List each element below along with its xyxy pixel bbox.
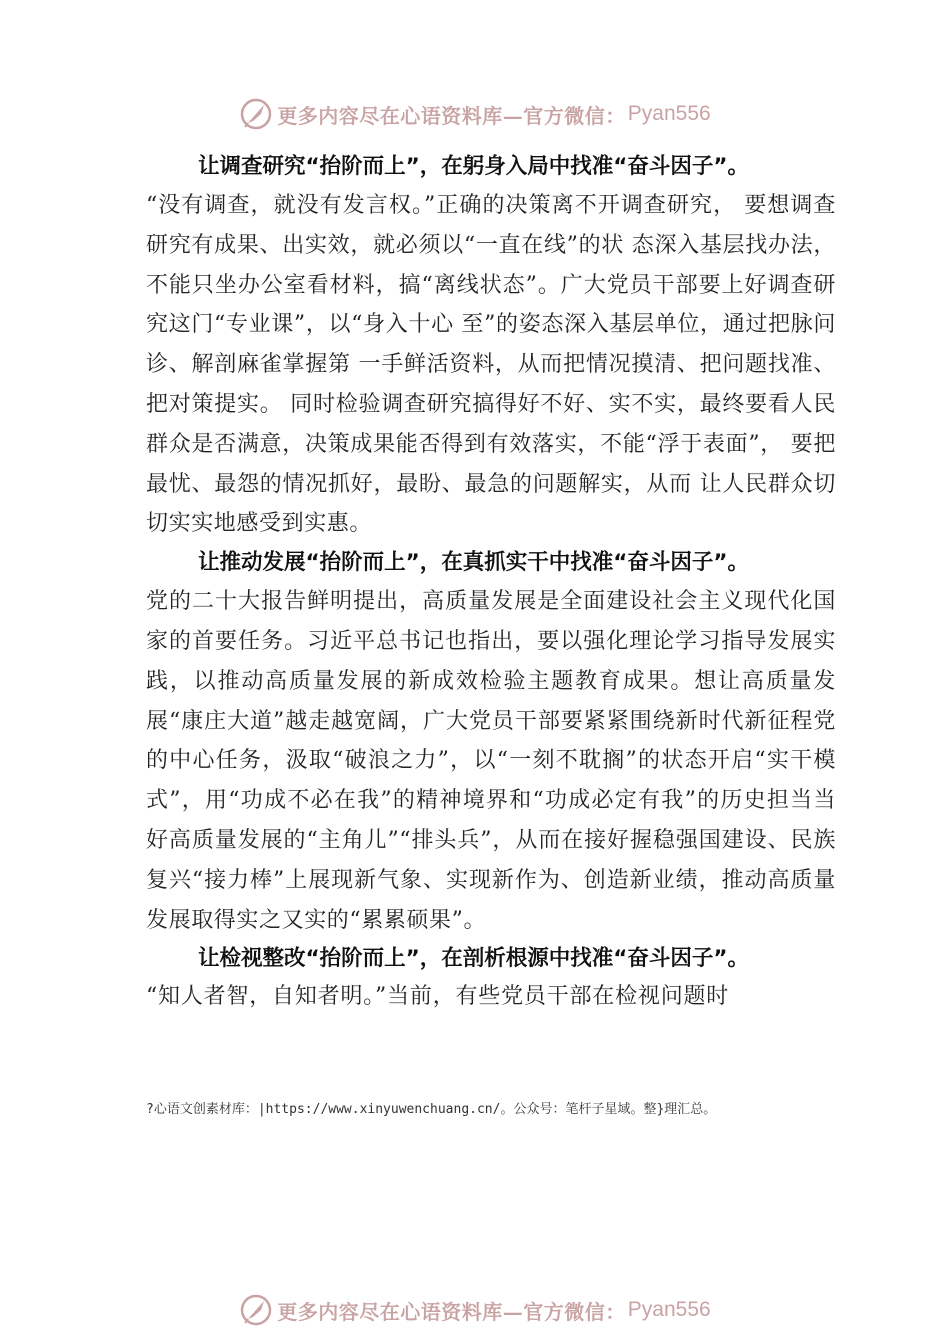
section-paragraph: “没有调查，就没有发言权。”正确的决策离不开调查研究， 要想调查研究有成果、出实效，就必须以“一直在线”的状 态深入基层找办法，不能只坐办公室看材料，搞“离线状态”。广大党员干部要上好调查研究这门“专业课”，以“身入十心 至”的姿态深入基层单位，通过把脉问诊、解剖麻雀掌握第 一手鲜活资料，从而把情况摸清、把问题找准、把对策提实。 同时检验调查研究搞得好不好、实不实，最终要看人民群众是否满意，决策成果能否得到有效落实，不能“浮于表面”， 要把最忧、最怨的情况抓好，最盼、最急的问题解实，从而 让人民群众切切实实地感受到实惠。	[146, 193, 836, 537]
header-banner	[0, 94, 950, 134]
banner-wechat-id: Pyan556	[627, 1298, 711, 1321]
banner-text: 更多内容尽在心语资料库—官方微信：	[277, 1299, 626, 1324]
section-paragraph: 党的二十大报告鲜明提出，高质量发展是全面建设社会主义现代化国家的首要任务。习近平总书记也指出，要以强化理论学习指导发展实践，以推动高质量发展的新成效检验主题教育成果。想让高质量发展“康庄大道”越走越宽阔，广大党员干部要紧紧围绕新时代新征程党的中心任务，汲取“破浪之力”，以“一刻不耽搁”的状态开启“实干模式”，用“功成不必在我”的精神境界和“功成必定有我”的历史担当当好高质量发展的“主角儿”“排头兵”，从而在接好握稳强国建设、民族复兴“接力棒”上展现新气象、实现新作为、创造新业绩，推动高质量发展取得实之又实的“累累硕果”。	[146, 589, 836, 933]
banner-wechat-id: Pyan556	[627, 102, 711, 125]
banner-text: 更多内容尽在心语资料库—官方微信：	[277, 103, 626, 128]
section-heading: 让调查研究“抬阶而上”，在躬身入局中找准“奋斗因子”。	[198, 154, 750, 179]
source-note: ?心语文创素材库：|https://www.xinyuwenchuang.cn/。公众号：笔杆子星域。整}理汇总。	[146, 1102, 717, 1117]
section-heading: 让检视整改“抬阶而上”，在剖析根源中找准“奋斗因子”。	[198, 946, 750, 972]
section-paragraph: “知人者智，自知者明。”当前，有些党员干部在检视问题时	[146, 984, 730, 1010]
footer-banner	[0, 1290, 950, 1330]
section-heading: 让推动发展“抬阶而上”，在真抓实干中找准“奋斗因子”。	[198, 550, 750, 576]
quill-logo-icon	[239, 1293, 273, 1327]
document-body	[146, 148, 836, 1016]
quill-logo-icon	[239, 97, 273, 131]
